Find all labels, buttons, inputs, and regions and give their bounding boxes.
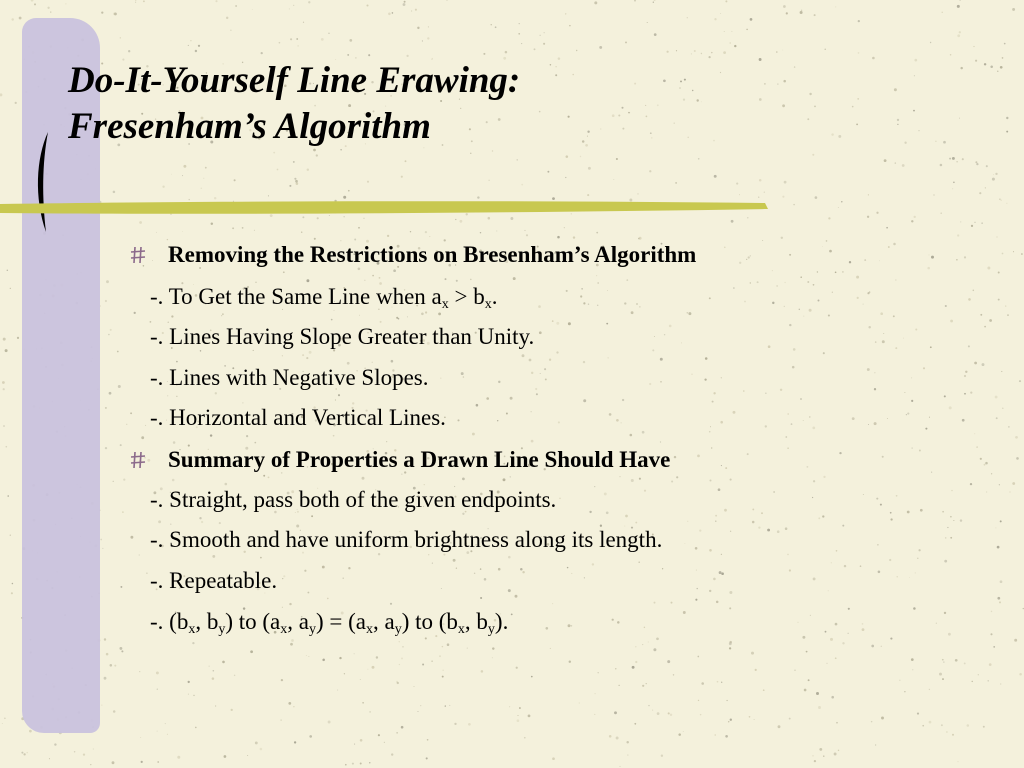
section-heading-row (130, 240, 696, 270)
list-item: -. Horizontal and Vertical Lines. (150, 405, 446, 430)
list-item: -. To Get the Same Line when $a_x > b_x$. (150, 284, 498, 312)
hash-bullet-icon (130, 451, 146, 469)
list-item: -. ($b_x$, $b_y$) to ($a_x$, $a_y) = (a_x$, $a_y$) to ($b_x$, $b_y$). (150, 609, 509, 637)
section-heading: Removing the Restrictions on Bresenham’s Algorithm (168, 242, 697, 267)
list-item: -. Smooth and have uniform brightness along its length. (150, 527, 663, 552)
section-heading-row (130, 445, 670, 475)
list-item: -. Straight, pass both of the given endpoints. (150, 487, 557, 512)
title-line-1: Do-It-Yourself Line Erawing: (68, 60, 521, 101)
section-heading: Summary of Properties a Drawn Line Should Have (168, 447, 671, 472)
list-item: -. Repeatable. (150, 568, 278, 593)
list-item: -. Lines with Negative Slopes. (150, 365, 429, 390)
hash-bullet-icon (130, 246, 146, 264)
list-item: -. Lines Having Slope Greater than Unity. (150, 324, 535, 349)
title-line-2: Fresenham’s Algorithm (68, 106, 431, 147)
